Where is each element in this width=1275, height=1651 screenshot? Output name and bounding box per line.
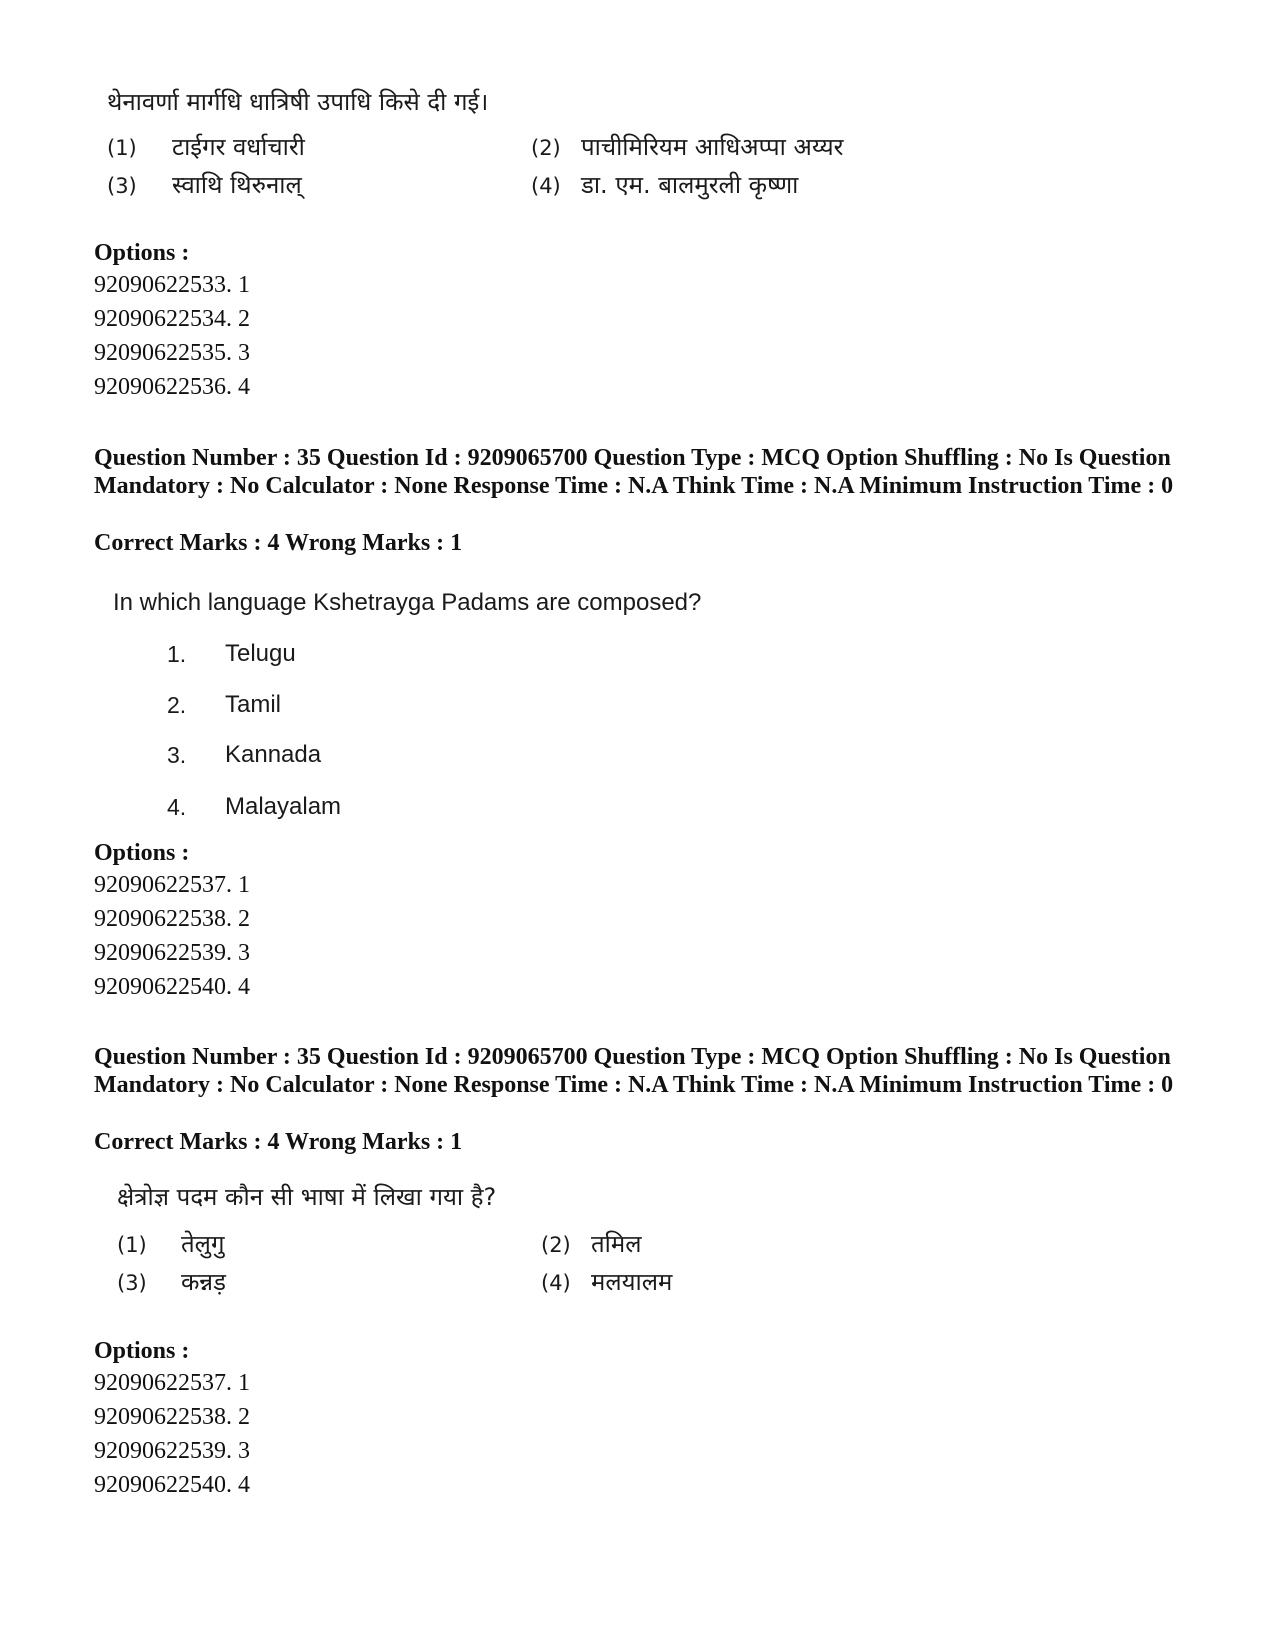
option-line: 92090622536. 4 (94, 374, 250, 400)
options-label: Options : (94, 1338, 190, 1364)
choice-number: (2) (541, 1233, 571, 1257)
question-meta: Question Number : 35 Question Id : 9209065700 Question Type : MCQ Option Shuffling : No Is Question Mandatory : No Calculator : None Response Time : N.A Think Time : N.A Minimum Instruction Time : 0 (94, 445, 1174, 499)
option-line: 92090622540. 4 (94, 974, 250, 1000)
choice-text: पाचीमिरियम आधिअप्पा अय्यर (581, 133, 844, 161)
option-line: 92090622539. 3 (94, 940, 250, 966)
options-list (94, 1366, 250, 1502)
choice-text: कन्नड़ (181, 1268, 226, 1296)
marks-info: Correct Marks : 4 Wrong Marks : 1 (94, 1129, 463, 1155)
choice-text: Kannada (225, 741, 322, 768)
choice-number: (2) (531, 136, 561, 160)
option-line: 92090622533. 1 (94, 272, 250, 298)
choice-text: Tamil (225, 691, 282, 718)
options-list (94, 268, 250, 404)
option-line: 92090622540. 4 (94, 1472, 250, 1498)
option-line: 92090622535. 3 (94, 340, 250, 366)
choice-text: डा. एम. बालमुरली कृष्णा (581, 171, 799, 199)
choice-number: 4. (167, 794, 187, 820)
question-text: थेनावर्णा मार्गधि धात्रिषी उपाधि किसे दी गई। (107, 88, 489, 116)
choice-text: टाईगर वर्धाचारी (172, 133, 305, 161)
question-text: क्षेत्रोज्ञ पदम कौन सी भाषा में लिखा गया है? (117, 1183, 497, 1211)
choice-text: तेलुगु (181, 1230, 225, 1258)
choice-number: (3) (107, 174, 137, 198)
option-line: 92090622539. 3 (94, 1438, 250, 1464)
choice-number: 1. (167, 641, 187, 667)
options-list (94, 868, 250, 1004)
choice-number: (1) (117, 1233, 147, 1257)
question-text: In which language Kshetrayga Padams are composed? (113, 589, 702, 616)
choice-number: (4) (541, 1271, 571, 1295)
options-label: Options : (94, 240, 190, 266)
option-line: 92090622538. 2 (94, 1404, 250, 1430)
choice-number: 2. (167, 692, 187, 718)
question-meta: Question Number : 35 Question Id : 9209065700 Question Type : MCQ Option Shuffling : No Is Question Mandatory : No Calculator : None Response Time : N.A Think Time : N.A Minimum Instruction Time : 0 (94, 1044, 1174, 1098)
option-line: 92090622537. 1 (94, 1370, 250, 1396)
choice-text: Telugu (225, 640, 296, 667)
choice-number: (1) (107, 136, 137, 160)
choice-text: मलयालम (591, 1268, 673, 1296)
marks-info: Correct Marks : 4 Wrong Marks : 1 (94, 530, 463, 556)
choice-text: Malayalam (225, 793, 342, 820)
choice-text: तमिल (591, 1230, 642, 1258)
option-line: 92090622538. 2 (94, 906, 250, 932)
choice-number: (4) (531, 174, 561, 198)
option-line: 92090622534. 2 (94, 306, 250, 332)
choice-number: 3. (167, 742, 187, 768)
option-line: 92090622537. 1 (94, 872, 250, 898)
choice-text: स्वाथि थिरुनाल् (172, 171, 302, 199)
choice-number: (3) (117, 1271, 147, 1295)
options-label: Options : (94, 840, 190, 866)
